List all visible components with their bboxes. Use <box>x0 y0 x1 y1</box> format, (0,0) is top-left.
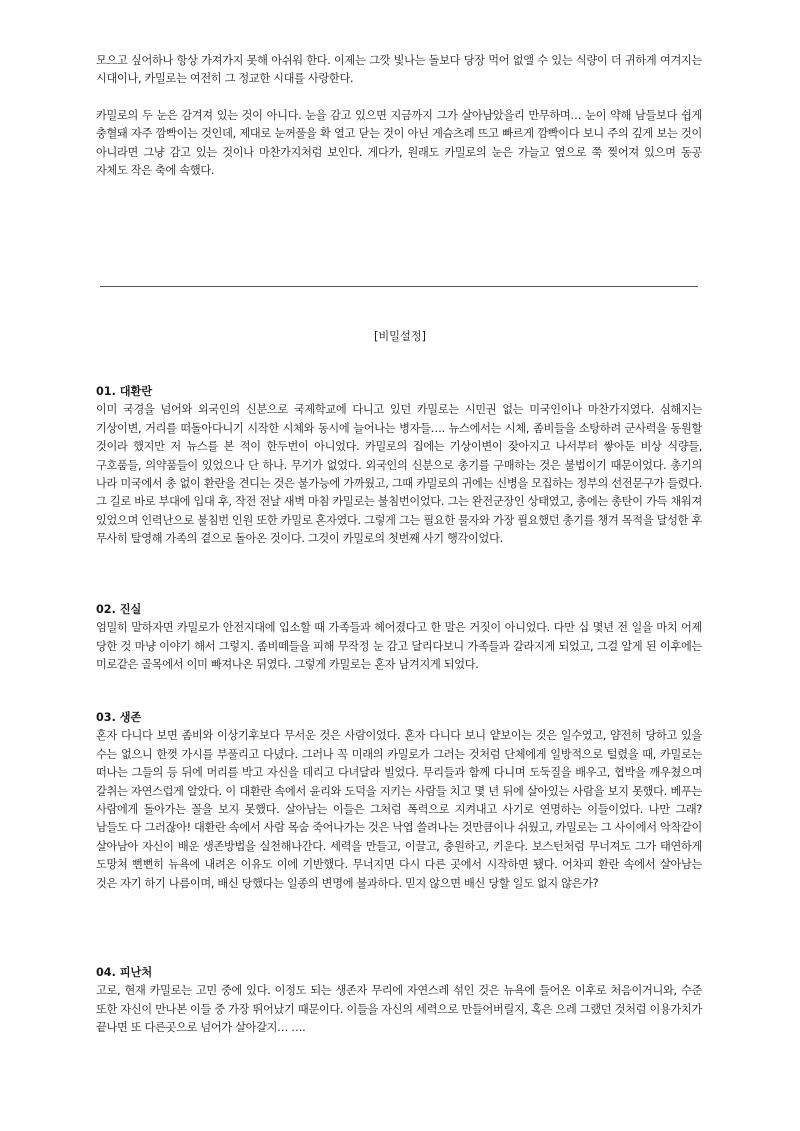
section-01 <box>96 383 702 549</box>
intro-block <box>96 52 702 180</box>
section-02 <box>96 601 702 675</box>
section-04 <box>96 964 702 1038</box>
secret-settings-title: [비밀설정] <box>374 330 426 343</box>
section-heading: 02. 진실 <box>96 603 142 616</box>
intro-paragraph-2: 카밀로의 두 눈은 감겨져 있는 것이 아니다. 눈을 감고 있으면 지금까지 그가 살아남았을리 만무하며… 눈이 약해 남들보다 쉽게 충혈돼 자주 깜빡이는 것인데, 제대로 눈꺼풀을 확 열고 닫는 것이 아닌 게슴츠레 뜨고 빠르게 깜빡이다 보니 주의 깊게 보는 것이 아니라면 그냥 감고 있는 것이나 마찬가지처럼 보인다. 게다가, 원래도 카밀로의 눈은 가늘고 옆으로 쭉 찢어져 있으며 동공 자체도 작은 축에 속했다. <box>96 108 702 178</box>
section-body: 이미 국경을 넘어와 외국인의 신분으로 국제학교에 다니고 있던 카밀로는 시민권 없는 미국인이나 마찬가지였다. 심해지는 기상이변, 거리를 떠돌아다니기 시작한 시체와 동시에 늘어나는 병자들…. 뉴스에서는 시체, 좀비들을 소탕하려 군사력을 동원할 것이라 했지만 저 뉴스를 본 적이 한두번이 아니었다. 카밀로의 집에는 기상이변이 잦아지고 나서부터 쌓아둔 비상 식량들, 구호품들, 의약품들이 있었으나 단 하나. 무기가 없었다. 외국인의 신분으로 총기를 구매하는 것은 불법이기 때문이었다. 총기의 나라 미국에서 총 없이 환란을 견디는 것은 불가능에 가까웠고, 그때 카밀로의 귀에는 신병을 모집하는 정부의 선전문구가 들렸다. 그 길로 바로 부대에 입대 후, 작전 전날 새벽 마침 카밀로는 불침번이었다. 그는 완전군장인 상태였고, 총에는 총탄이 가득 채워져 있었으며 인력난으로 불침번 인원 또한 카밀로 혼자였다. 그렇게 그는 필요한 물자와 가장 필요했던 총기를 챙겨 목적을 달성한 후 무사히 탈영해 가족의 곁으로 돌아온 것이다. 그것이 카밀로의 첫번째 사기 행각이었다. <box>96 403 702 546</box>
section-body: 엄밀히 말하자면 카밀로가 안전지대에 입소할 때 가족들과 헤어졌다고 한 말은 거짓이 아니었다. 다만 십 몇년 전 일을 마치 어제 당한 것 마냥 이야기 해서 그렇지. 좀비떼들을 피해 무작정 눈 감고 달리다보니 가족들과 갈라지게 되었고, 그걸 알게 된 이후에는 미로같은 골목에서 이미 빠져나온 뒤였다. 그렇게 카밀로는 혼자 남겨지게 되었다. <box>96 621 702 672</box>
section-heading: 01. 대환란 <box>96 385 153 398</box>
section-03 <box>96 709 702 893</box>
section-heading: 04. 피난처 <box>96 966 153 979</box>
section-body: 고로, 현재 카밀로는 고민 중에 있다. 이정도 되는 생존자 무리에 자연스레 섞인 것은 뉴욕에 들어온 이후로 처음이거니와, 수준 또한 자신이 만나본 이들 중 가장 뛰어났기 때문이다. 이들을 자신의 세력으로 만들어버릴지, 혹은 으레 그랬던 것처럼 이용가치가 끝나면 또 다른곳으로 넘어가 살아갈지… …. <box>96 984 702 1035</box>
intro-paragraph-1: 모으고 싶어하나 항상 가져가지 못해 아쉬워 한다. 이제는 그깟 빛나는 돌보다 당장 먹어 없앨 수 있는 식량이 더 귀하게 여겨지는 시대이나, 카밀로는 여전히 그 정교한 시대를 사랑한다. <box>96 54 702 86</box>
section-heading: 03. 생존 <box>96 711 142 724</box>
section-body: 혼자 다니다 보면 좀비와 이상기후보다 무서운 것은 사람이었다. 혼자 다니다 보니 얕보이는 것은 일수였고, 얌전히 당하고 있을 수는 없으니 한껏 가시를 부풀리고 다녔다. 그러나 꼭 미래의 카밀로가 그러는 것처럼 단체에게 일방적으로 털렸을 때, 카밀로는 떠나는 그들의 등 뒤에 머리를 박고 자신을 데리고 다녀달라 빌었다. 무리들과 함께 다니며 도둑질을 배우고, 협박을 깨우쳤으며 갈취는 자연스럽게 알았다. 이 대환란 속에서 윤리와 도덕을 지키는 사람들 치고 몇 년 뒤에 살아있는 사람을 보지 못했다. 베푸는 사람에게 돌아가는 꼴을 보지 못했다. 살아남는 이들은 그처럼 폭력으로 지켜내고 사기로 연명하는 이들이었다. 나만 그래? 남들도 다 그러잖아! 대환란 속에서 사람 목숨 죽어나가는 것은 낙엽 쓸려나는 것만큼이나 쉬웠고, 카밀로는 그 사이에서 악착같이 살아남아 자신이 배운 생존방법을 실천해나간다. 세력을 만들고, 이끌고, 충원하고, 키운다. 보스턴처럼 무너져도 그가 태연하게 도망쳐 뻔뻔히 뉴욕에 내려온 이유도 이에 기반했다. 무너지면 다시 다른 곳에서 시작하면 됐다. 어차피 환란 속에서 살아남는 것은 자기 하기 나름이며, 배신 당했다는 일종의 변명에 불과하다. 믿지 않으면 배신 당할 일도 없지 않은가? <box>96 729 702 890</box>
horizontal-divider <box>100 286 698 287</box>
